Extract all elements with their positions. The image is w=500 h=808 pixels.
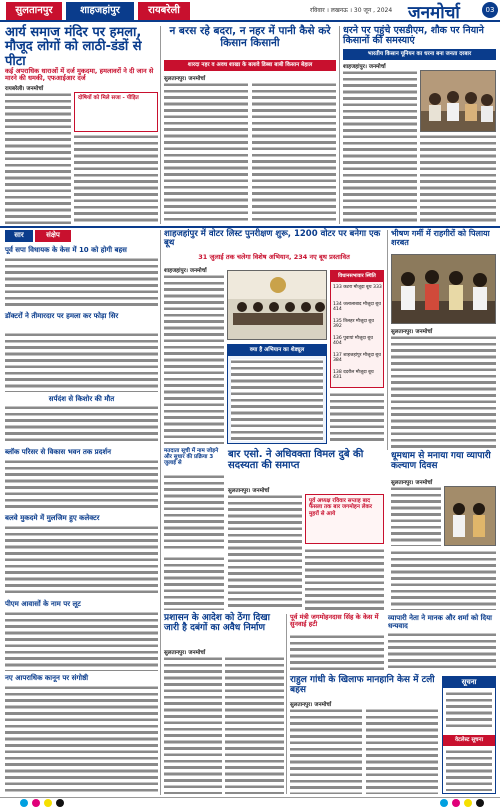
summary-body-2 [5, 332, 158, 392]
voter-meeting-image [228, 271, 327, 340]
lead-body-col2 [74, 134, 158, 224]
bar-headline: बार एसो. ने अधिवक्ता विमल दुबे की सदस्यता की समाप्त [228, 449, 364, 471]
nahar-dateline: सुलतानपुर। जनमोर्चा [164, 76, 206, 82]
page-header [0, 0, 500, 22]
heat-dateline: सुलतानपुर। जनमोर्चा [391, 329, 433, 335]
registration-mark-yellow [44, 799, 52, 807]
court-body-col1 [164, 656, 222, 794]
kalyan-body-col2 [391, 550, 496, 610]
notice-box [442, 676, 496, 794]
notice-head-2: वेटलेस्ट सूचना [443, 735, 495, 746]
heat-headline: भीषण गर्मी में राहगीरों को पिलाया शरबत [391, 229, 490, 247]
nahar-body-col1 [164, 82, 248, 224]
summary-label-sub: संक्षेप [35, 230, 71, 242]
voter-body-col4 [164, 474, 224, 552]
summary-item-3: सर्पदंश से किशोर की मौत [48, 395, 115, 403]
summary-body-1 [5, 257, 158, 309]
voter-table-row: 133 कटरा मौजूदा बूथ 333 [333, 285, 382, 290]
registration-mark-black [476, 799, 484, 807]
heat-body [391, 335, 496, 448]
notice-head: सूचना [443, 677, 495, 688]
bar-body-col2 [305, 548, 384, 610]
masthead: जनमोर्चा [408, 3, 460, 23]
voter-body-col3 [330, 392, 384, 444]
registration-mark-black [56, 799, 64, 807]
bar-dateline: सुलतानपुर। जनमोर्चा [228, 488, 270, 494]
summary-item-7: नए आपराधिक कानून पर संगोष्ठी [5, 674, 89, 682]
summary-item-5: बलवे मुकदमे में मुलजिम हुए कलेक्टर [5, 514, 100, 522]
registration-mark-yellow [464, 799, 472, 807]
dharna-strap: भारतीय किसान यूनियन का धरना बना जनता दरबार [343, 49, 496, 60]
registration-mark-cyan [440, 799, 448, 807]
summary-item-1: पूर्व सपा विधायक के केस में 10 को होगी बहस [5, 246, 127, 254]
voter-schedule-head: क्या है अभियान का शेड्यूल [228, 345, 326, 356]
lead-subhead: कई अपराधिक धाराओं में दर्ज मुकदमा, हमलावरों ने दी जान से मारने की धमकी, एफआईआर दर्ज [5, 67, 154, 83]
heat-photo [391, 254, 496, 324]
dharna-photo [420, 70, 496, 132]
voter-subhead: 31 जुलाई तक चलेगा विशेष अभियान, 234 नए बूथ प्रस्तावित [198, 253, 350, 261]
kalyan-dateline: सुलतानपुर। जनमोर्चा [391, 480, 433, 486]
dharna-body-col2 [420, 134, 496, 224]
summary-item-2: डॉक्टरों ने तीमारदार पर हमला कर फोड़ा सिर [5, 312, 119, 320]
summary-label-main: सार [5, 230, 33, 242]
summary-body-3 [5, 405, 158, 445]
section-tab-sultanpur[interactable]: सुलतानपुर [6, 2, 62, 20]
lead-pullquote: दोषियों को मिले सजा - पीड़ित [78, 95, 139, 101]
bar-body-col1 [228, 494, 302, 610]
side-news-1-body [388, 632, 496, 672]
voter-table-row: 135 तिलहर मौजूदा बूथ 392 [333, 319, 374, 330]
bar-quote-box [305, 494, 384, 544]
dharna-body-col1 [343, 70, 417, 224]
rahul-dateline: सुलतानपुर। जनमोर्चा [290, 702, 332, 708]
voter-table [330, 270, 384, 388]
summary-body-4 [5, 459, 158, 511]
lead-dateline: रायबरेली। जनमोर्चा [5, 86, 44, 92]
kalyan-photo [444, 486, 496, 546]
voter-table-row: 138 ददरौल मौजूदा बूथ 431 [333, 370, 374, 381]
voter-table-row: 136 पुवायां मौजूदा बूथ 404 [333, 336, 373, 347]
court-dateline: सुलतानपुर। जनमोर्चा [164, 650, 206, 656]
dharna-photo-image [421, 71, 496, 132]
voter-table-head: विधानसभावार स्थिति [331, 271, 383, 282]
court-headline: प्रशासन के आदेश को ठेंगा दिखा जारी है दबंगों का अवैध निर्माण [164, 613, 271, 633]
voter-meeting-photo [227, 270, 327, 340]
lead-body-col1 [5, 92, 71, 224]
summary-body-6 [5, 611, 158, 671]
section-tab-shahjahanpur[interactable]: शाहजहांपुर [66, 2, 134, 20]
dateline: रविवार । लखनऊ । 30 जून , 2024 [310, 7, 393, 14]
page-number: 03 [482, 2, 498, 18]
summary-item-6: पीएम आवासों के नाम पर लूट [5, 600, 81, 608]
nahar-headline: न बरस रहे बदरा, न नहर में पानी कैसे करे किसान किसानी [169, 25, 331, 49]
heat-photo-image [392, 255, 496, 324]
lead-headline: आर्य समाज मंदिर पर हमला, मौजूद लोगों को लाठी-डंडों से पीटा [5, 25, 142, 69]
side-news-1: व्यापारी नेता ने मानक और शर्मा को दिया धन्यवाद [388, 614, 492, 631]
kalyan-photo-image [445, 487, 496, 546]
kalyan-headline: धूमधाम से मनाया गया व्यापारी कल्याण दिवस [391, 451, 491, 471]
summary-body-5 [5, 525, 158, 597]
bar-quote: पूर्व अध्यक्ष रविवार सप्ताह बाद फैसला तक बार जगमोहन लेकर मुहरों से आये [309, 498, 373, 517]
notice-body-2 [446, 749, 492, 791]
rahul-body-col0 [290, 634, 384, 672]
voter-dateline: शाहजहांपुर। जनमोर्चा [164, 268, 207, 274]
registration-mark-magenta [452, 799, 460, 807]
registration-mark-magenta [32, 799, 40, 807]
summary-body-7 [5, 685, 158, 793]
court-body-col2 [225, 656, 284, 794]
registration-mark-cyan [20, 799, 28, 807]
kalyan-body-col1 [391, 486, 441, 546]
nahar-body-col2 [252, 82, 336, 224]
voter-headline: शाहजहांपुर में वोटर लिस्ट पुनरीक्षण शुरू, 1200 वोटर पर बनेगा एक बूथ [164, 229, 381, 249]
dharna-dateline: शाहजहांपुर। जनमोर्चा [343, 64, 386, 70]
voter-body-col5 [164, 556, 224, 610]
dharna-headline: धरने पर पहुंचे एसडीएम, शौक पर नियाने किसानों की समस्याएं [343, 25, 484, 47]
rahul-subhead: पूर्व मंत्री जगमोहनदास सिंह के केस में सुनवाई हटी [290, 613, 379, 629]
voter-table-row: 134 जलालाबाद मौजूदा बूथ 414 [333, 302, 381, 313]
rahul-headline: राहुल गांधी के खिलाफ मानहानि केस में टली बहस [290, 675, 435, 695]
section-tab-raebareli[interactable]: रायबरेली [138, 2, 190, 20]
voter-schedule-box [227, 344, 327, 444]
voter-body-col1 [164, 274, 224, 444]
rahul-body-col2 [366, 708, 438, 794]
lead-pullquote-box [74, 92, 158, 132]
voter-table-row: 137 शाहजहांपुर मौजूदा बूथ 384 [333, 353, 381, 364]
nahar-strap: शारदा नहर व अवध शाखा के बलावे डिब्बा बाबी किसान बेहाल [164, 60, 336, 71]
rahul-body-col1 [290, 708, 362, 794]
notice-body [446, 691, 492, 731]
print-strip [0, 797, 500, 808]
voter-schedule-body [231, 359, 323, 441]
voter-sub-section: मतदाता सूची में नाम जोड़ने और सुधार की प्रक्रिया 3 जुलाई से [164, 448, 219, 467]
summary-item-4: ब्लॉक परिसर से विकास भवन तक प्रदर्शन [5, 448, 111, 456]
